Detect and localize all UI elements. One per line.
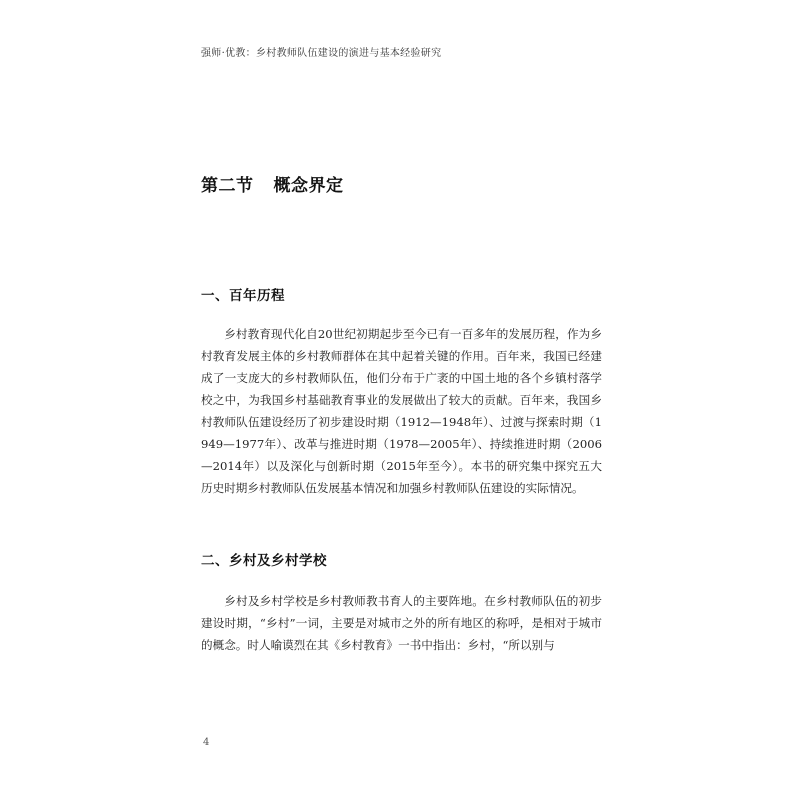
running-header: 强师·优教：乡村教师队伍建设的演进与基本经验研究 — [201, 48, 442, 59]
subsection-heading-1: 一、百年历程 — [201, 288, 285, 304]
section-name: 概念界定 — [273, 176, 344, 196]
subsection-paragraph-2 — [201, 590, 602, 656]
paragraph-text: 乡村及乡村学校是乡村教师教书育人的主要阵地。在乡村教师队伍的初步建设时期，“乡村”一词，主要是对城市之外的所有地区的称呼，是相对于城市的概念。时人喻谟烈在其《乡村教育》一书中指出：乡村，“所以别与 — [201, 594, 602, 652]
paragraph-text: 乡村教育现代化自20世纪初期起步至今已有一百多年的发展历程，作为乡村教育发展主体的乡村教师群体在其中起着关键的作用。百年来，我国已经建成了一支庞大的乡村教师队伍，他们分布于广袤的中国土地的各个乡镇村落学校之中，为我国乡村基础教育事业的发展做出了较大的贡献。百年来，我国乡村教师队伍建设经历了初步建设时期（1912—1948年）、过渡与探索时期（1949—1977年）、改革与推进时期（1978—2005年）、持续推进时期（2006—2014年）以及深化与创新时期（2015年至今）。本书的研究集中探究五大历史时期乡村教师队伍发展基本情况和加强乡村教师队伍建设的实际情况。 — [201, 327, 602, 495]
subsection-paragraph-1 — [201, 323, 602, 499]
page-number: 4 — [203, 737, 210, 748]
subsection-heading-2: 二、乡村及乡村学校 — [201, 553, 327, 569]
section-number: 第二节 — [201, 176, 254, 196]
section-title — [201, 171, 344, 196]
